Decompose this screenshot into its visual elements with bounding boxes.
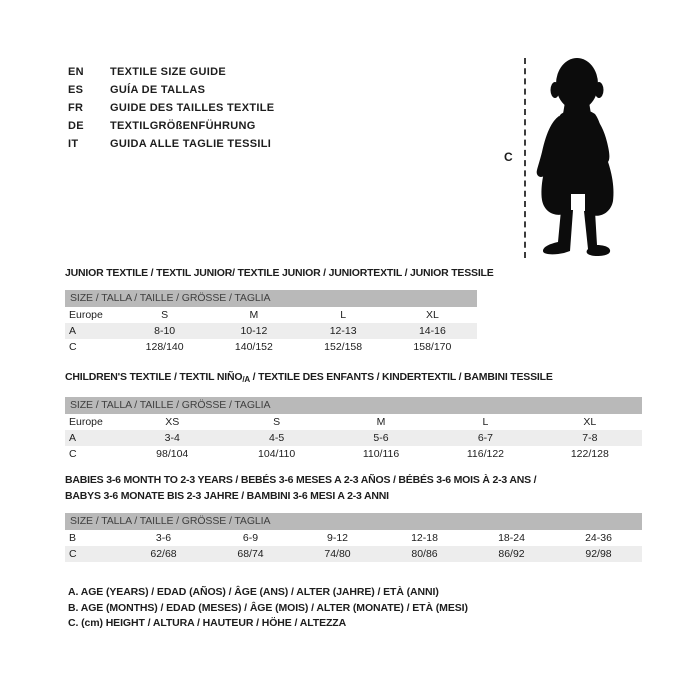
size-header-bar: SIZE / TALLA / TAILLE / GRÖSSE / TAGLIA [65, 290, 477, 307]
height-cell: 116/122 [466, 448, 505, 460]
height-cell: 98/104 [156, 448, 189, 460]
language-label: GUIDE DES TAILLES TEXTILE [110, 102, 275, 114]
table-title-junior: JUNIOR TEXTILE / TEXTIL JUNIOR/ TEXTILE JUNIOR / JUNIORTEXTIL / JUNIOR TESSILE [65, 267, 494, 279]
age-cell: 6-9 [242, 532, 259, 544]
title-part-sub: /A [242, 375, 250, 384]
language-label: TEXTILGRÖßENFÜHRUNG [110, 120, 256, 132]
height-cell: 86/92 [498, 548, 525, 560]
note-age-years: A. AGE (YEARS) / EDAD (AÑOS) / ÂGE (ANS) / ALTER (JAHRE) / ETÀ (ANNI) [68, 586, 439, 598]
height-cell: 110/116 [362, 448, 400, 460]
size-cell: XL [425, 309, 439, 321]
size-cell: M [249, 309, 259, 321]
row-label: Europe [69, 416, 103, 428]
title-part: / TEXTILE DES ENFANTS / KINDERTEXTIL / BAMBINI TESSILE [249, 371, 553, 383]
age-cell: 9-12 [326, 532, 348, 544]
age-cell: 10-12 [240, 325, 268, 337]
language-code: EN [68, 66, 84, 78]
table-row-europe [65, 307, 477, 323]
legend-notes [68, 585, 468, 632]
height-cell: 158/170 [413, 341, 452, 353]
age-cell: 4-5 [269, 432, 285, 444]
table-row-height [65, 546, 642, 562]
language-list [68, 63, 274, 153]
row-label: C [69, 448, 77, 460]
language-code: FR [68, 102, 84, 114]
age-cell: 24-36 [585, 532, 612, 544]
height-cell: 104/110 [258, 448, 296, 460]
note-age-months: B. AGE (MONTHS) / EDAD (MESES) / ÂGE (MOIS) / ALTER (MONATE) / ETÀ (MESI) [68, 601, 468, 614]
language-label: GUIDA ALLE TAGLIE TESSILI [110, 138, 272, 150]
height-cell: 122/128 [570, 448, 609, 460]
size-cell: S [273, 416, 281, 428]
size-header-bar: SIZE / TALLA / TAILLE / GRÖSSE / TAGLIA [65, 397, 642, 414]
size-cell: S [161, 309, 169, 321]
table-row-height [65, 446, 642, 462]
table-title-children [65, 369, 642, 388]
language-label: GUÍA DE TALLAS [110, 84, 206, 96]
language-row-fr [68, 99, 274, 117]
height-cell: 152/158 [324, 341, 363, 353]
table-row-height [65, 339, 477, 355]
size-cell: L [340, 309, 347, 321]
height-cell: 74/80 [324, 548, 351, 560]
row-label: A [69, 432, 77, 444]
height-measure-label: C [504, 150, 513, 164]
table-row-age [65, 323, 477, 339]
age-cell: 12-18 [411, 532, 438, 544]
language-code: IT [68, 138, 79, 150]
row-label: C [69, 341, 77, 353]
height-cell: 80/86 [411, 548, 438, 560]
row-label: C [69, 548, 77, 560]
title-part: CHILDREN'S TEXTILE / TEXTIL NIÑO [65, 371, 243, 383]
height-cell: 68/74 [237, 548, 264, 560]
table-row-age-months [65, 530, 642, 546]
size-cell: XS [165, 416, 180, 428]
table-row-age [65, 430, 642, 446]
language-label: TEXTILE SIZE GUIDE [110, 66, 227, 78]
age-cell: 18-24 [498, 532, 525, 544]
language-code: DE [68, 120, 84, 132]
size-cell: XL [583, 416, 597, 428]
age-cell: 8-10 [154, 325, 176, 337]
age-cell: 14-16 [418, 325, 446, 337]
row-label: A [69, 325, 77, 337]
row-label: Europe [69, 309, 103, 321]
size-cell: L [482, 416, 489, 428]
age-cell: 5-6 [373, 432, 389, 444]
table-title-babies-line1: BABIES 3-6 MONTH TO 2-3 YEARS / BEBÉS 3-6 MESES A 2-3 AÑOS / BÉBÉS 3-6 MOIS À 2-3 ANS / [65, 474, 537, 486]
age-cell: 7-8 [582, 432, 598, 444]
size-cell: M [376, 416, 386, 428]
age-cell: 3-4 [164, 432, 180, 444]
table-title-babies-line2: BABYS 3-6 MONATE BIS 2-3 JAHRE / BAMBINI 3-6 MESI A 2-3 ANNI [65, 490, 389, 502]
language-row-it [68, 135, 274, 153]
table-babies [65, 472, 642, 562]
age-cell: 3-6 [155, 532, 172, 544]
language-row-es [68, 81, 274, 99]
row-label: B [69, 532, 77, 544]
size-header-bar: SIZE / TALLA / TAILLE / GRÖSSE / TAGLIA [65, 513, 642, 530]
height-cell: 128/140 [145, 341, 184, 353]
height-cell: 140/152 [234, 341, 273, 353]
age-cell: 12-13 [329, 325, 357, 337]
table-children [65, 369, 642, 462]
note-height-cm: C. (cm) HEIGHT / ALTURA / HAUTEUR / HÖHE / ALTEZZA [68, 617, 347, 629]
language-row-de [68, 117, 274, 135]
language-row-en [68, 63, 274, 81]
baby-silhouette-icon [531, 56, 623, 258]
age-cell: 6-7 [477, 432, 494, 444]
height-measure-line [524, 58, 526, 258]
height-cell: 92/98 [585, 548, 612, 560]
height-cell: 62/68 [150, 548, 177, 560]
table-row-europe [65, 414, 642, 430]
table-junior [65, 265, 494, 355]
language-code: ES [68, 84, 84, 96]
